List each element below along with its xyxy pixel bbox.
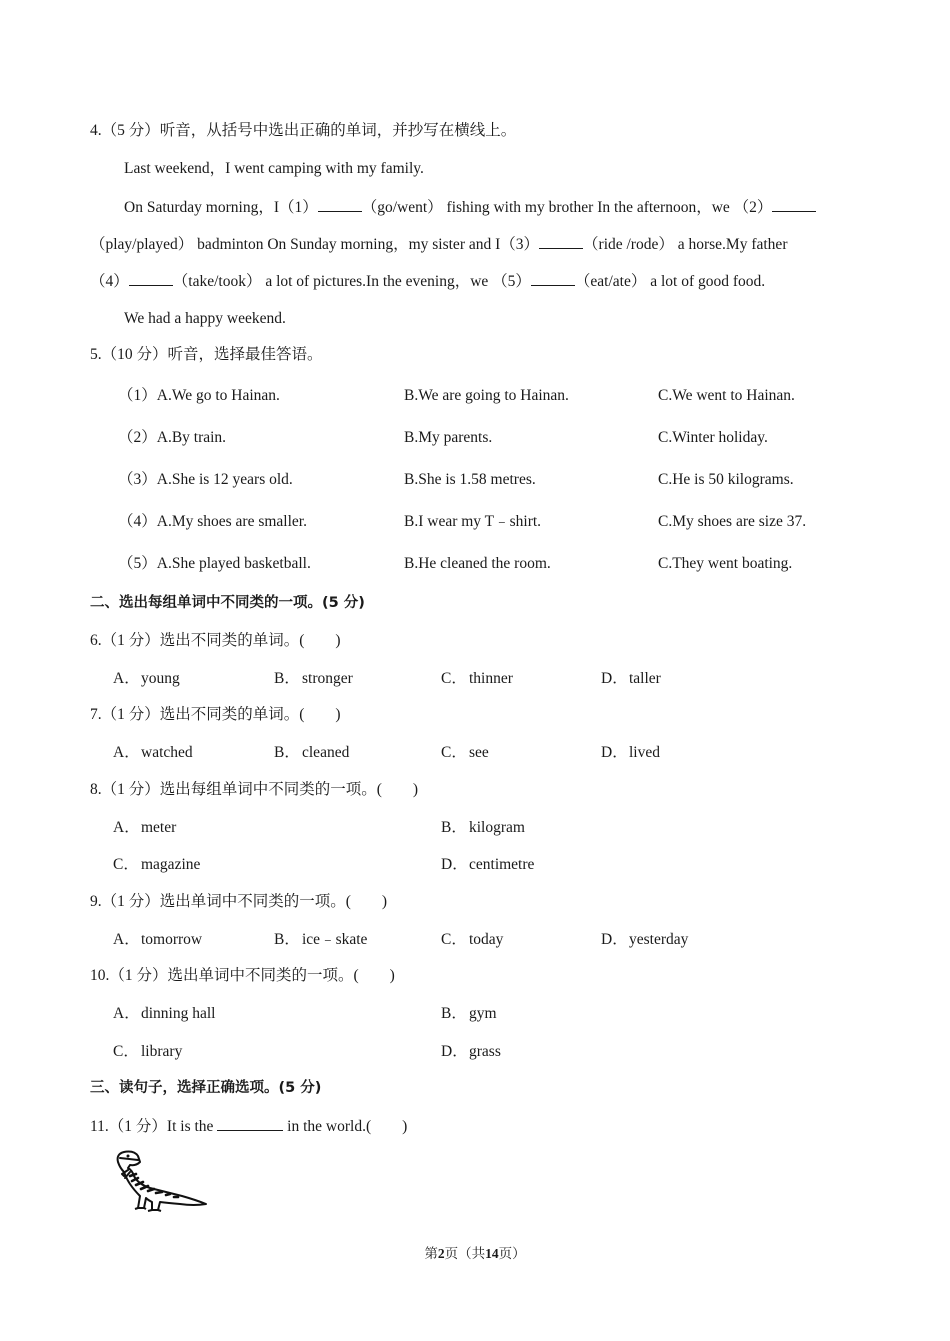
- q5-option[interactable]: B.She is 1.58 metres.: [404, 471, 536, 488]
- q7-option-b[interactable]: B． cleaned: [274, 744, 350, 761]
- q5-option[interactable]: C.He is 50 kilograms.: [658, 471, 794, 488]
- q10-option-c[interactable]: C． library: [113, 1043, 183, 1060]
- q6-option-a[interactable]: A．young: [113, 670, 180, 687]
- q9-heading: 9.（1 分）选出单词中不同类的一项。( ): [90, 893, 388, 910]
- q5-option[interactable]: C.Winter holiday.: [658, 429, 768, 446]
- q6-heading: 6.（1 分）选出不同类的单词。( ): [90, 632, 341, 649]
- q10-option-a[interactable]: A．dinning hall: [113, 1005, 216, 1022]
- section-2-title: 二、选出每组单词中不同类的一项。(5 分): [90, 595, 365, 611]
- q7-option-d[interactable]: D．lived: [601, 744, 660, 761]
- q4-ending: We had a happy weekend.: [124, 310, 286, 327]
- q9-option-b[interactable]: B． ice﹣skate: [274, 931, 368, 948]
- q6-option-b[interactable]: B． stronger: [274, 670, 353, 687]
- q5-option[interactable]: B.My parents.: [404, 429, 493, 446]
- q10-heading: 10.（1 分）选出单词中不同类的一项。( ): [90, 967, 395, 984]
- q4-heading: 4.（5 分）听音，从括号中选出正确的单词，并抄写在横线上。: [90, 122, 517, 139]
- q5-option[interactable]: C.We went to Hainan.: [658, 387, 795, 404]
- q4-line-3: （4） （take/took） a lot of pictures.In the evening，we （5） （eat/ate） a lot of good food.: [90, 273, 766, 290]
- q7-option-a[interactable]: A．watched: [113, 744, 193, 761]
- q7-heading: 7.（1 分）选出不同类的单词。( ): [90, 706, 341, 723]
- q9-option-d[interactable]: D．yesterday: [601, 931, 689, 948]
- section-3-title: 三、读句子，选择正确选项。(5 分): [90, 1080, 322, 1096]
- q5-heading: 5.（10 分）听音，选择最佳答语。: [90, 346, 323, 363]
- q8-option-d[interactable]: D．centimetre: [441, 856, 535, 873]
- blank-4[interactable]: [129, 271, 173, 286]
- q5-option[interactable]: B.He cleaned the room.: [404, 555, 551, 572]
- blank-3[interactable]: [539, 234, 583, 249]
- q9-option-a[interactable]: A．tomorrow: [113, 931, 203, 948]
- q4-line-2: （play/played） badminton On Sunday morning，my sister and I（3） （ride /rode） a horse.My father: [90, 236, 788, 253]
- q10-option-b[interactable]: B． gym: [441, 1005, 497, 1022]
- q5-option[interactable]: C.They went boating.: [658, 555, 793, 572]
- page-footer: 第2页（共14页）: [424, 1246, 526, 1261]
- q5-option[interactable]: （4）A.My shoes are smaller.: [118, 513, 307, 530]
- q6-option-d[interactable]: D．taller: [601, 670, 661, 687]
- q8-option-c[interactable]: C． magazine: [113, 856, 201, 873]
- q5-option[interactable]: B.We are going to Hainan.: [404, 387, 569, 404]
- total-pages: 14: [485, 1246, 499, 1261]
- q6-option-c[interactable]: C． thinner: [441, 670, 513, 687]
- q7-option-c[interactable]: C． see: [441, 744, 489, 761]
- q5-option[interactable]: （2）A.By train.: [118, 429, 227, 446]
- blank-5[interactable]: [531, 271, 575, 286]
- q4-intro: Last weekend，I went camping with my family.: [124, 160, 424, 177]
- q10-option-d[interactable]: D．grass: [441, 1043, 501, 1060]
- q11-blank[interactable]: [217, 1116, 283, 1131]
- q8-option-b[interactable]: B． kilogram: [441, 819, 525, 836]
- page-number: 2: [437, 1246, 445, 1261]
- q5-option[interactable]: B.I wear my T﹣shirt.: [404, 513, 542, 530]
- blank-2[interactable]: [772, 197, 816, 212]
- q8-heading: 8.（1 分）选出每组单词中不同类的一项。( ): [90, 781, 419, 798]
- q5-option[interactable]: （3）A.She is 12 years old.: [118, 471, 293, 488]
- q4-line-1: On Saturday morning，I（1） （go/went） fishing with my brother In the afternoon，we （2）: [124, 197, 816, 218]
- q9-option-c[interactable]: C． today: [441, 931, 504, 948]
- q5-option[interactable]: （5）A.She played basketball.: [118, 555, 311, 572]
- q11-heading: 11.（1 分）It is the in the world.( ): [90, 1118, 408, 1135]
- blank-1[interactable]: [318, 197, 362, 212]
- q5-option[interactable]: （1）A.We go to Hainan.: [118, 387, 280, 404]
- dinosaur-image: [108, 1148, 212, 1214]
- q8-option-a[interactable]: A．meter: [113, 819, 177, 836]
- q5-option[interactable]: C.My shoes are size 37.: [658, 513, 807, 530]
